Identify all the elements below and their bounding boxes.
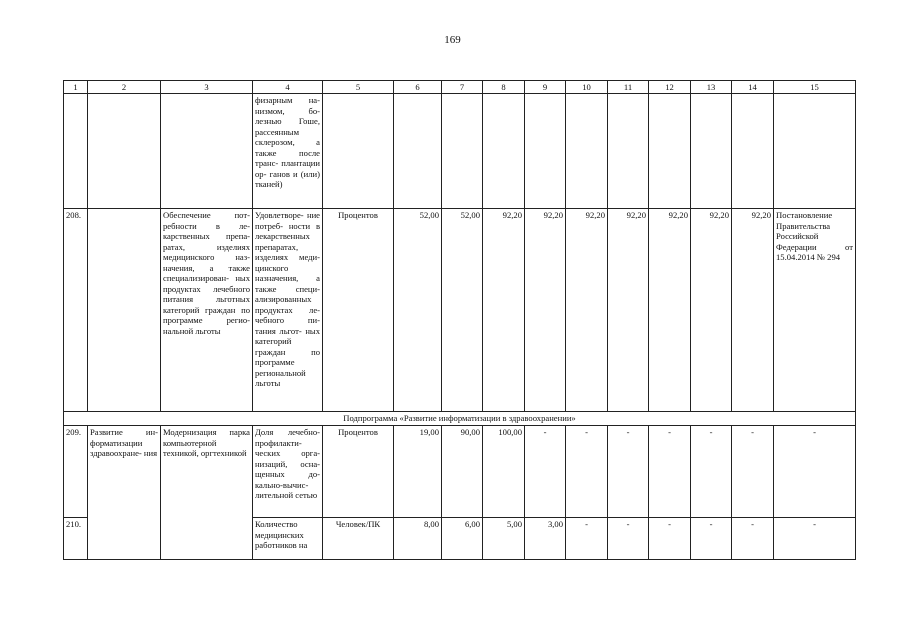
value-cell: 8,00	[394, 518, 442, 560]
value-cell: 92,20	[649, 209, 691, 412]
table-row-continuation	[64, 94, 856, 209]
value-cell: 3,00	[525, 518, 566, 560]
value-cell: 92,20	[525, 209, 566, 412]
header-cell: 2	[88, 81, 161, 94]
header-cell: 13	[691, 81, 732, 94]
value-cell: -	[732, 518, 774, 560]
header-cell: 5	[323, 81, 394, 94]
value-cell: -	[649, 518, 691, 560]
value-cell: -	[691, 518, 732, 560]
indicator-text: физарным на- низмом, бо- лезнью Гоше, рассеянным склерозом, а также после транс- плантации ор- ганов и (или) тканей)	[253, 94, 323, 209]
subprogram-task-text: Развитие ин- форматизации здравоохране- ния	[88, 426, 161, 560]
value-cell: 92,20	[691, 209, 732, 412]
value-cell: 92,20	[566, 209, 608, 412]
value-cell: 92,20	[608, 209, 649, 412]
unit-cell: Процентов	[323, 426, 394, 518]
header-cell: 3	[161, 81, 253, 94]
header-cell: 7	[442, 81, 483, 94]
row-number: 210.	[64, 518, 88, 560]
value-cell: -	[566, 518, 608, 560]
row-number: 208.	[64, 209, 88, 412]
value-cell: 92,20	[483, 209, 525, 412]
unit-cell: Человек/ПК	[323, 518, 394, 560]
value-cell: 90,00	[442, 426, 483, 518]
header-cell: 4	[253, 81, 323, 94]
header-cell: 6	[394, 81, 442, 94]
value-cell: 100,00	[483, 426, 525, 518]
table-row-209	[64, 426, 856, 518]
activity-text: Обеспечение пот- ребности в ле- карственных препа- ратах, изделиях медицинского наз- начения, а также специализирован- ных продуктах лечебного питания льготных категорий граждан по программе регио- нальной льготы	[161, 209, 253, 412]
table-row-208	[64, 209, 856, 412]
indicator-text: Удовлетворе- ние потреб- ности в лекарственных препаратах, изделиях меди- цинского назначения, а также специ- ализированных продуктах ле- чебного пи- тания льгот- ных категорий граждан по программе региональной льготы	[253, 209, 323, 412]
header-cell: 12	[649, 81, 691, 94]
value-cell: -	[691, 426, 732, 518]
header-cell: 9	[525, 81, 566, 94]
activity-text: Модернизация парка компьютерной техникой, оргтехникой	[161, 426, 253, 560]
header-cell: 8	[483, 81, 525, 94]
subprogram-title: Подпрограмма «Развитие информатизации в здравоохранении»	[64, 412, 856, 426]
value-cell: 52,00	[394, 209, 442, 412]
value-cell: -	[608, 426, 649, 518]
value-cell: -	[608, 518, 649, 560]
subprogram-row	[64, 412, 856, 426]
value-cell: -	[732, 426, 774, 518]
value-cell: 5,00	[483, 518, 525, 560]
value-cell: 92,20	[732, 209, 774, 412]
value-cell: 52,00	[442, 209, 483, 412]
indicator-text: Количество медицинских работников на	[253, 518, 323, 560]
value-cell: 19,00	[394, 426, 442, 518]
row-number: 209.	[64, 426, 88, 518]
indicator-text: Доля лечебно- профилакти- ческих орга- низаций, осна- щенных до- кально-вычис- лительной сетью	[253, 426, 323, 518]
legal-basis-cell: -	[774, 426, 856, 518]
value-cell: -	[525, 426, 566, 518]
header-cell: 1	[64, 81, 88, 94]
header-cell: 14	[732, 81, 774, 94]
legal-basis-cell: -	[774, 518, 856, 560]
legal-basis-cell: Постановление Правительства Российской Федерации от 15.04.2014 № 294	[774, 209, 856, 412]
indicator-table	[63, 80, 856, 560]
header-cell: 10	[566, 81, 608, 94]
header-cell: 11	[608, 81, 649, 94]
page-number: 169	[444, 34, 461, 46]
value-cell: 6,00	[442, 518, 483, 560]
column-number-row	[64, 81, 856, 94]
value-cell: -	[649, 426, 691, 518]
header-cell: 15	[774, 81, 856, 94]
value-cell: -	[566, 426, 608, 518]
unit-cell: Процентов	[323, 209, 394, 412]
